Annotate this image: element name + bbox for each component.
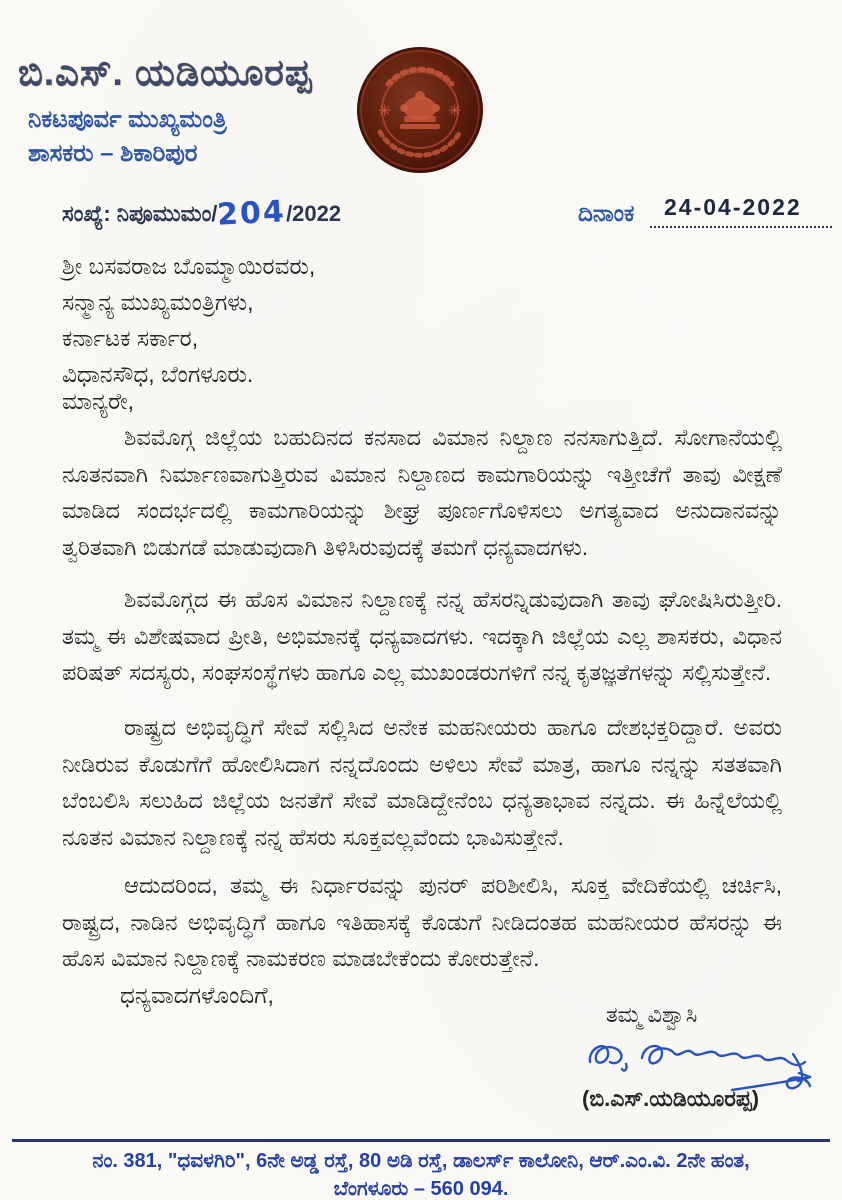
footer-address-line-1: ನಂ. 381, "ಧವಳಗಿರಿ", 6ನೇ ಅಡ್ಡ ರಸ್ತೆ, 80 ಅಡಿ ರಸ್ತೆ, ಡಾಲರ್ಸ್ ಕಾಲೋನಿ, ಆರ್.ಎಂ.ವಿ. 2ನೇ ಹಂತ, — [92, 1150, 750, 1172]
paragraph-2: ಶಿವಮೊಗ್ಗದ ಈ ಹೊಸ ವಿಮಾನ ನಿಲ್ದಾಣಕ್ಕೆ ನನ್ನ ಹೆಸರನ್ನಿಡುವುದಾಗಿ ತಾವು ಘೋಷಿಸಿರುತ್ತೀರಿ. ತಮ್ಮ ಈ ವಿಶೇಷವಾದ ಪ್ರೀತಿ, ಅಭಿಮಾನಕ್ಕೆ ಧನ್ಯವಾದಗಳು. ಇದಕ್ಕಾಗಿ ಜಿಲ್ಲೆಯ ಎಲ್ಲ ಶಾಸಕರು, ವಿಧಾನ ಪರಿಷತ್ ಸದಸ್ಯರು, ಸಂಘಸಂಸ್ಥೆಗಳು ಹಾಗೂ ಎಲ್ಲ ಮುಖಂಡರುಗಳಿಗೆ ನನ್ನ ಕೃತಜ್ಞತೆಗಳನ್ನು ಸಲ್ಲಿಸುತ್ತೇನೆ. — [62, 587, 782, 685]
letterhead-name: ಬಿ.ಎಸ್. ಯಡಿಯೂರಪ್ಪ — [18, 52, 313, 93]
recipient-line-government: ಕರ್ನಾಟಕ ಸರ್ಕಾರ, — [62, 325, 199, 351]
recipient-line-name: ಶ್ರೀ ಬಸವರಾಜ ಬೊಮ್ಮಾಯಿರವರು, — [62, 253, 316, 279]
recipient-line-designation: ಸನ್ಮಾನ್ಯ ಮುಖ್ಯಮಂತ್ರಿಗಳು, — [62, 289, 254, 315]
seal-star-right-icon: ✳ — [448, 103, 462, 120]
paragraph-1: ಶಿವಮೊಗ್ಗ ಜಿಲ್ಲೆಯ ಬಹುದಿನದ ಕನಸಾದ ವಿಮಾನ ನಿಲ್ದಾಣ ನನಸಾಗುತ್ತಿದೆ. ಸೋಗಾನೆಯಲ್ಲಿ ನೂತನವಾಗಿ ನಿರ್ಮಾಣವಾಗುತ್ತಿರುವ ವಿಮಾನ ನಿಲ್ದಾಣದ ಕಾಮಗಾರಿಯನ್ನು ಇತ್ತೀಚೆಗೆ ತಾವು ವೀಕ್ಷಣೆ ಮಾಡಿದ ಸಂದರ್ಭದಲ್ಲಿ ಕಾಮಗಾರಿಯನ್ನು ಶೀಘ್ರ ಪೂರ್ಣಗೊಳಿಸಲು ಅಗತ್ಯವಾದ ಅನುದಾನವನ್ನು ತ್ವರಿತವಾಗಿ ಬಿಡುಗಡೆ ಮಾಡುವುದಾಗಿ ತಿಳಿಸಿರುವುದಕ್ಕೆ ತಮಗೆ ಧನ್ಯವಾದಗಳು. — [62, 425, 782, 560]
paragraph-4: ಆದುದರಿಂದ, ತಮ್ಮ ಈ ನಿರ್ಧಾರವನ್ನು ಪುನರ್ ಪರಿಶೀಲಿಸಿ, ಸೂಕ್ತ ವೇದಿಕೆಯಲ್ಲಿ ಚರ್ಚಿಸಿ, ರಾಷ್ಟ್ರದ, ನಾಡಿನ ಅಭಿವೃದ್ಧಿಗೆ ಹಾಗೂ ಇತಿಹಾಸಕ್ಕೆ ಕೊಡುಗೆ ನೀಡಿದಂತಹ ಮಹನೀಯರ ಹೆಸರನ್ನು ಈ ಹೊಸ ವಿಮಾನ ನಿಲ್ದಾಣಕ್ಕೆ ನಾಮಕರಣ ಮಾಡಬೇಕೆಂದು ಕೋರುತ್ತೇನೆ. — [62, 873, 782, 971]
letterhead-title-former-cm: ನಿಕಟಪೂರ್ವ ಮುಖ್ಯಮಂತ್ರಿ — [28, 106, 227, 133]
salutation: ಮಾನ್ಯರೇ, — [62, 388, 135, 414]
footer-divider — [12, 1139, 830, 1142]
footer-address-line-2: ಬೆಂಗಳೂರು – 560 094. — [333, 1178, 509, 1200]
reference-prefix: ಸಂಖ್ಯೆ: ನಿಪೂಮುಮಂ/ — [62, 201, 218, 226]
recipient-line-address: ವಿಧಾನಸೌಧ, ಬೆಂಗಳೂರು. — [62, 361, 254, 387]
date-value: 24-04-2022 — [664, 194, 802, 220]
official-seal-icon — [354, 44, 486, 176]
closing-line: ಧನ್ಯವಾದಗಳೊಂದಿಗೆ, — [120, 982, 274, 1008]
valediction: ತಮ್ಮ ವಿಶ್ವಾಸಿ — [606, 1002, 698, 1027]
signer-printed-name: (ಬಿ.ಎಸ್.ಯಡಿಯೂರಪ್ಪ) — [582, 1086, 760, 1111]
reference-number-line — [62, 194, 342, 233]
recipient-block — [62, 248, 315, 392]
letterhead-title-mla: ಶಾಸಕರು – ಶಿಕಾರಿಪುರ — [28, 140, 198, 167]
seal-star-left-icon: ✳ — [378, 103, 392, 120]
date-dotted-line — [650, 226, 832, 228]
date-label: ದಿನಾಂಕ — [578, 200, 635, 226]
paragraph-3: ರಾಷ್ಟ್ರದ ಅಭಿವೃದ್ಧಿಗೆ ಸೇವೆ ಸಲ್ಲಿಸಿದ ಅನೇಕ ಮಹನೀಯರು ಹಾಗೂ ದೇಶಭಕ್ತರಿದ್ದಾರೆ. ಅವರು ನೀಡಿರುವ ಕೊಡುಗೆಗೆ ಹೋಲಿಸಿದಾಗ ನನ್ನದೊಂದು ಅಳಿಲು ಸೇವೆ ಮಾತ್ರ, ಹಾಗೂ ನನ್ನನ್ನು ಸತತವಾಗಿ ಬೆಂಬಲಿಸಿ ಸಲುಹಿದ ಜಿಲ್ಲೆಯ ಜನತೆಗೆ ಸೇವೆ ಮಾಡಿದ್ದೇನೆಂಬ ಧನ್ಯತಾಭಾವ ನನ್ನದು. ಈ ಹಿನ್ನೆಲೆಯಲ್ಲಿ ನೂತನ ವಿಮಾನ ನಿಲ್ದಾಣಕ್ಕೆ ನನ್ನ ಹೆಸರು ಸೂಕ್ತವಲ್ಲವೆಂದು ಭಾವಿಸುತ್ತೇನೆ. — [62, 715, 782, 850]
reference-number-handwritten: 204 — [216, 194, 288, 233]
reference-suffix: /2022 — [286, 201, 342, 226]
